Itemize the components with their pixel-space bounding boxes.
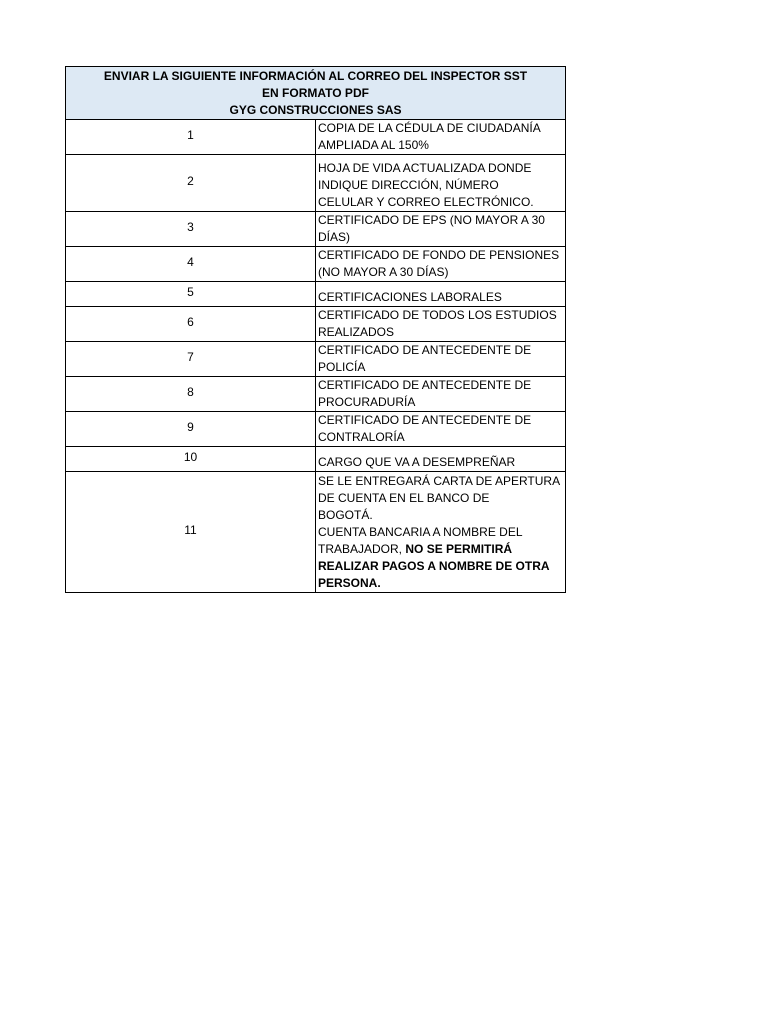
row-number [66, 307, 316, 342]
row-text: CERTIFICADO DE ANTECEDENTE DE PROCURADURÍA [316, 377, 566, 412]
row-number-text: 1 [187, 127, 194, 142]
row-text [316, 472, 566, 593]
table-header-row [66, 67, 566, 120]
header-line-1: ENVIAR LA SIGUIENTE INFORMACIÓN AL CORREO DEL INSPECTOR SST [103, 68, 528, 83]
row-number [66, 282, 316, 307]
row-text: CERTIFICADO DE FONDO DE PENSIONES (NO MAYOR A 30 DÍAS) [316, 247, 566, 282]
row-number [66, 120, 316, 155]
row-text-line: HOJA DE VIDA ACTUALIZADA DONDE INDIQUE DIRECCIÓN, NÚMERO [318, 161, 532, 192]
row-number [66, 412, 316, 447]
row-number-text: 8 [187, 384, 194, 399]
row-number-text: 11 [184, 522, 197, 537]
table-row [66, 447, 566, 472]
table-row [66, 377, 566, 412]
row-number [66, 342, 316, 377]
row-text: CERTIFICADO DE ANTECEDENTE DE POLICÍA [316, 342, 566, 377]
row-number-text: 2 [187, 173, 194, 188]
row-text-line: CELULAR Y CORREO ELECTRÓNICO. [318, 195, 534, 209]
table-row [66, 120, 566, 155]
table-row [66, 412, 566, 447]
row-text-line-bold: REALIZAR PAGOS A NOMBRE DE OTRA PERSONA. [318, 559, 550, 590]
table-row [66, 212, 566, 247]
row-number-text: 4 [187, 254, 194, 269]
row-number [66, 155, 316, 212]
row-text: CERTIFICADO DE ANTECEDENTE DE CONTRALORÍA [316, 412, 566, 447]
row-text-line: BOGOTÁ. [318, 508, 373, 522]
header-line-3: GYG CONSTRUCCIONES SAS [229, 102, 402, 117]
row-text-line: SE LE ENTREGARÁ CARTA DE APERTURA DE CUENTA EN EL BANCO DE [318, 474, 560, 505]
table-row [66, 307, 566, 342]
row-number [66, 247, 316, 282]
row-text: CARGO QUE VA A DESEMPREÑAR [316, 447, 566, 472]
table-row [66, 342, 566, 377]
table-row [66, 155, 566, 212]
row-text: CERTIFICADO DE EPS (NO MAYOR A 30 DÍAS) [316, 212, 566, 247]
table-header [66, 67, 566, 120]
row-number-text: 5 [187, 284, 194, 299]
header-line-2: EN FORMATO PDF [262, 85, 369, 100]
row-number [66, 377, 316, 412]
requirements-table [65, 66, 566, 593]
row-text: CERTIFICADO DE TODOS LOS ESTUDIOS REALIZADOS [316, 307, 566, 342]
row-number-text: 10 [183, 449, 198, 464]
row-text-bold: NO SE PERMITIRÁ [405, 542, 513, 556]
row-text: COPIA DE LA CÉDULA DE CIUDADANÍA AMPLIADA AL 150% [316, 120, 566, 155]
table-row [66, 247, 566, 282]
requirements-sheet [65, 66, 566, 593]
row-text-line [318, 524, 563, 558]
row-number-text: 3 [187, 219, 194, 234]
row-number-text: 7 [187, 349, 194, 364]
row-number [66, 472, 316, 593]
row-text-normal: CUENTA BANCARIA A NOMBRE DEL TRABAJADOR, [318, 525, 523, 556]
row-text [316, 155, 566, 212]
table-row [66, 472, 566, 593]
row-number-text: 6 [187, 314, 194, 329]
row-number [66, 212, 316, 247]
row-text: CERTIFICACIONES LABORALES [316, 282, 566, 307]
table-row [66, 282, 566, 307]
row-number-text: 9 [187, 419, 194, 434]
row-number [66, 447, 316, 472]
